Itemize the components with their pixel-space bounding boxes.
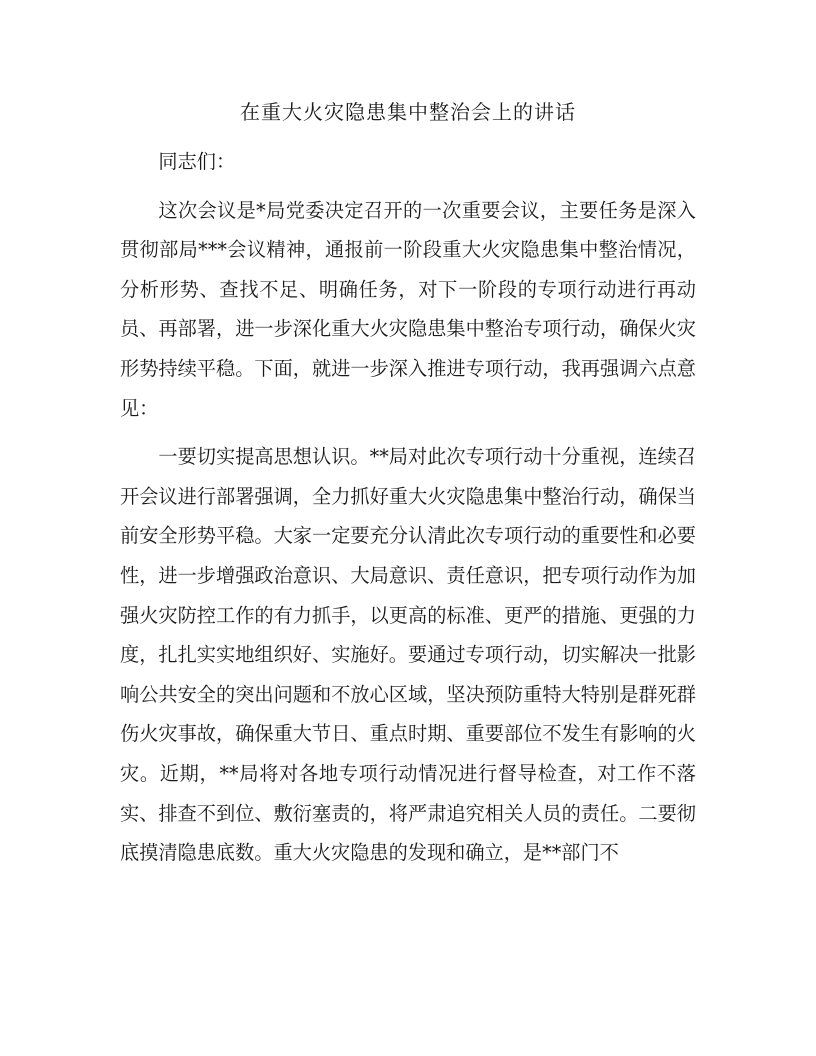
paragraph-points: 一要切实提高思想认识。**局对此次专项行动十分重视，连续召开会议进行部署强调，全力抓好重大火灾隐患集中整治行动，确保当前安全形势平稳。大家一定要充分认清此次专项行动的重要性和必要性，进一步增强政治意识、大局意识、责任意识，把专项行动作为加强火灾防控工作的有力抓手，以更高的标准、更严的措施、更强的力度，扎扎实实地组织好、实施好。要通过专项行动，切实解决一批影响公共安全的突出问题和不放心区域，坚决预防重特大特别是群死群伤火灾事故，确保重大节日、重点时期、重要部位不发生有影响的火灾。近期，**局将对各地专项行动情况进行督导检查，对工作不落实、排查不到位、敷衍塞责的，将严肃追究相关人员的责任。二要彻底摸清隐患底数。重大火灾隐患的发现和确立，是**部门不 [120, 445, 696, 865]
document-body [120, 142, 696, 873]
greeting: 同志们： [158, 150, 236, 173]
document-title: 在重大火灾隐患集中整治会上的讲话 [240, 100, 576, 124]
paragraph-intro: 这次会议是*局党委决定召开的一次重要会议，主要任务是深入贯彻部局***会议精神，通报前一阶段重大火灾隐患集中整治情况，分析形势、查找不足、明确任务，对下一阶段的专项行动进行再动员、再部署，进一步深化重大火灾隐患集中整治专项行动，确保火灾形势持续平稳。下面，就进一步深入推进专项行动，我再强调六点意见： [120, 198, 696, 420]
